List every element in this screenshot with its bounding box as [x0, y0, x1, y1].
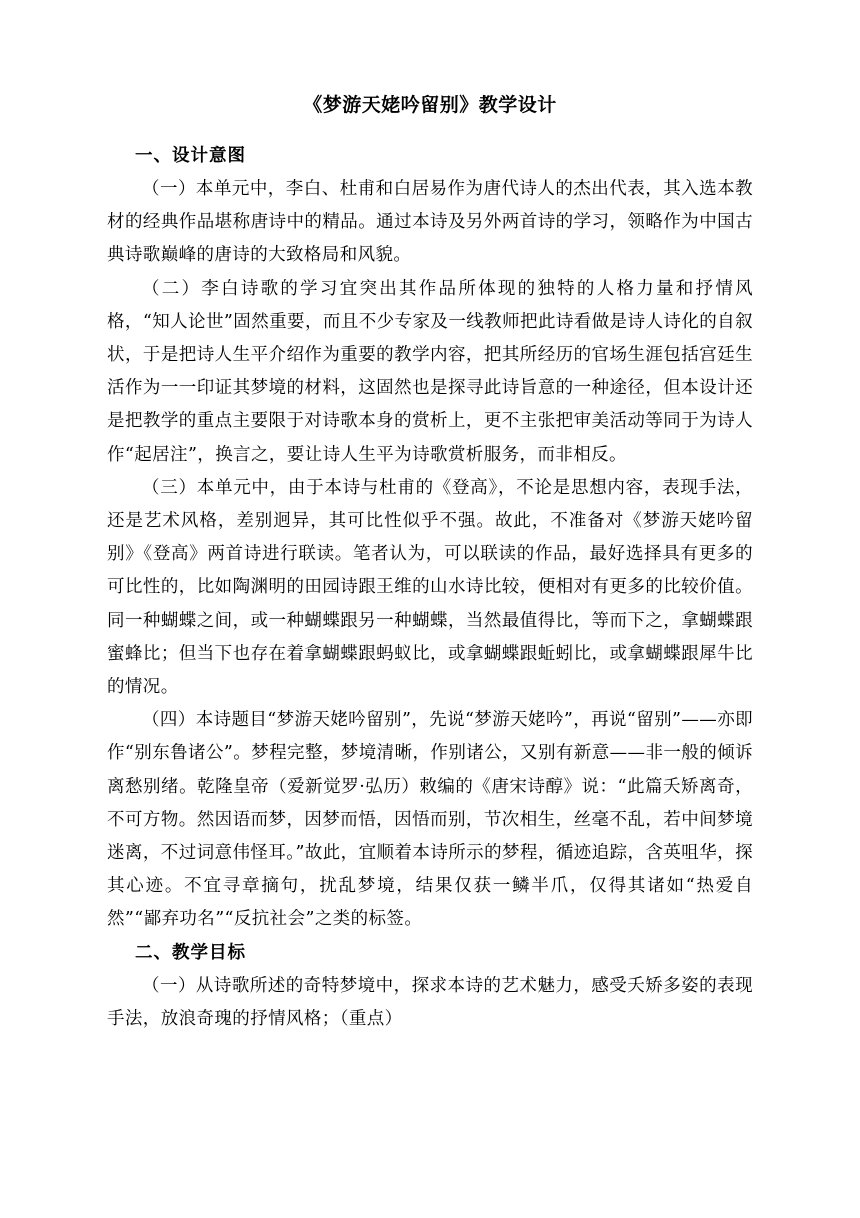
section-heading-teaching-goals: 二、教学目标: [135, 942, 246, 963]
paragraph-intent-4: （四）本诗题目“梦游天姥吟留别”，先说“梦游天姥吟”，再说“留别”——亦即作“别东鲁诸公”。梦程完整，梦境清晰，作别诸公，又别有新意——非一般的倾诉离愁别绪。乾隆皇帝（爱新觉罗·弘历）敕编的《唐宋诗醇》说：“此篇夭矫离奇，不可方物。然因语而梦，因梦而悟，因悟而别，节次相生，丝毫不乱，若中间梦境迷离，不过词意伟怪耳。”故此，宜顺着本诗所示的梦程，循迹追踪，含英咀华，探其心迹。不宜寻章摘句，扰乱梦境，结果仅获一鳞半爪，仅得其诸如“热爱自然”“鄙弃功名”“反抗社会”之类的标签。: [107, 710, 753, 930]
paragraph-intent-1: （一）本单元中，李白、杜甫和白居易作为唐代诗人的杰出代表，其入选本教材的经典作品堪称唐诗中的精品。通过本诗及另外两首诗的学习，领略作为中国古典诗歌巅峰的唐诗的大致格局和风貌。: [107, 179, 753, 266]
section-heading-design-intent: 一、设计意图: [135, 146, 246, 166]
document-body: [107, 140, 753, 1036]
paragraph-intent-2: （二）李白诗歌的学习宜突出其作品所体现的独特的人格力量和抒情风格，“知人论世”固然重要，而且不少专家及一线教师把此诗看做是诗人诗化的自叙状，于是把诗人生平介绍作为重要的教学内容，把其所经历的官场生涯包括宫廷生活作为一一印证其梦境的材料，这固然也是探寻此诗旨意的一种途径，但本设计还是把教学的重点主要限于对诗歌本身的赏析上，更不主张把审美活动等同于为诗人作“起居注”，换言之，要让诗人生平为诗歌赏析服务，而非相反。: [107, 278, 753, 465]
paragraph-goal-1: （一）从诗歌所述的奇特梦境中，探求本诗的艺术魅力，感受夭矫多姿的表现手法，放浪奇瑰的抒情风格；（重点）: [107, 975, 753, 1029]
document-title: 《梦游天姥吟留别》教学设计: [303, 94, 557, 116]
paragraph-intent-3: （三）本单元中，由于本诗与杜甫的《登高》，不论是思想内容，表现手法，还是艺术风格，差别迥异，其可比性似乎不强。故此，不准备对《梦游天姥吟留别》《登高》两首诗进行联读。笔者认为，可以联读的作品，最好选择具有更多的可比性的，比如陶渊明的田园诗跟王维的山水诗比较，便相对有更多的比较价值。同一种蝴蝶之间，或一种蝴蝶跟另一种蝴蝶，当然最值得比，等而下之，拿蝴蝶跟蜜蜂比；但当下也存在着拿蝴蝶跟蚂蚁比，或拿蝴蝶跟蚯蚓比，或拿蝴蝶跟犀牛比的情况。: [107, 477, 753, 698]
